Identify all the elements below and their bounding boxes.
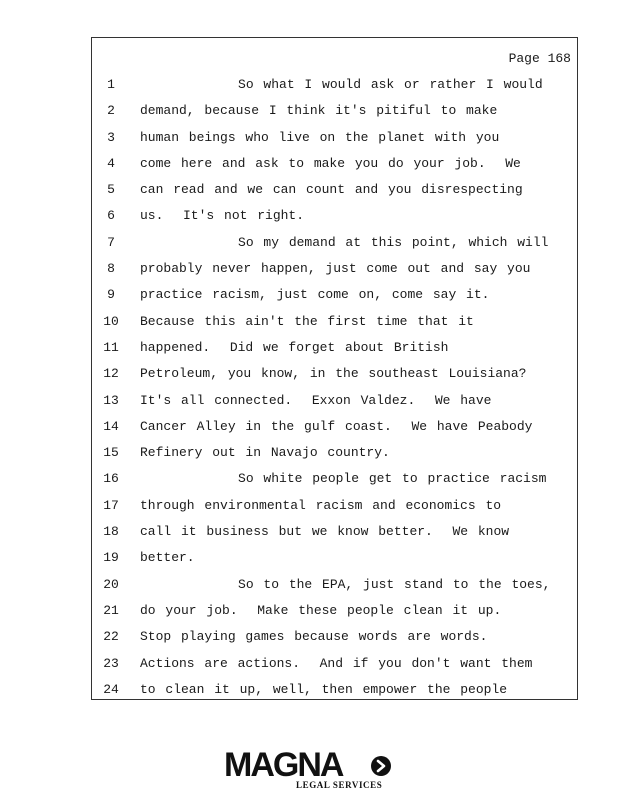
- transcript-line: [92, 572, 577, 598]
- line-number: 11: [103, 339, 119, 355]
- transcript-line: [92, 414, 577, 440]
- line-text: Stop playing games because words are words.: [140, 629, 488, 645]
- line-text: So to the EPA, just stand to the toes,: [140, 576, 551, 592]
- line-number: 23: [103, 655, 119, 671]
- transcript-line: [92, 125, 577, 151]
- transcript-line: [92, 230, 577, 256]
- arrow-circle-icon: [370, 755, 392, 777]
- line-text: It's all connected. Exxon Valdez. We have: [140, 392, 492, 408]
- transcript-line: [92, 388, 577, 414]
- line-text: So my demand at this point, which will: [140, 234, 549, 250]
- transcript-line: [92, 309, 577, 335]
- transcript-line: [92, 151, 577, 177]
- line-text: to clean it up, well, then empower the people: [140, 681, 508, 697]
- line-text: probably never happen, just come out and say you: [140, 261, 531, 277]
- line-number: 5: [107, 182, 115, 198]
- line-number: 20: [103, 576, 119, 592]
- transcript-line: [92, 282, 577, 308]
- line-text: call it business but we know better. We know: [140, 524, 510, 540]
- line-number: 24: [103, 681, 119, 697]
- line-text: us. It's not right.: [140, 208, 305, 224]
- line-text: So white people get to practice racism: [140, 471, 547, 487]
- line-number: 7: [107, 234, 115, 250]
- line-text: Refinery out in Navajo country.: [140, 445, 390, 461]
- line-text: Actions are actions. And if you don't want them: [140, 655, 533, 671]
- line-number: 1: [107, 77, 115, 92]
- transcript-line: [92, 335, 577, 361]
- transcript-line: [92, 624, 577, 650]
- transcript-line: [92, 203, 577, 229]
- transcript-page: [91, 37, 578, 700]
- line-number: 3: [107, 129, 115, 145]
- line-text: practice racism, just come on, come say it.: [140, 287, 490, 303]
- transcript-line: [92, 677, 577, 703]
- line-number: 2: [107, 103, 115, 119]
- page-number: Page 168: [508, 51, 571, 66]
- line-number: 6: [107, 208, 115, 224]
- line-number: 18: [103, 524, 119, 540]
- line-number: 19: [103, 550, 119, 566]
- transcript-line: [92, 72, 577, 98]
- line-text: demand, because I think it's pitiful to make: [140, 103, 498, 119]
- magna-logo: [224, 748, 396, 793]
- line-text: better.: [140, 550, 195, 566]
- transcript-line: [92, 177, 577, 203]
- logo-wordmark: MAGNA: [224, 746, 343, 784]
- line-number: 16: [103, 471, 119, 487]
- line-number: 8: [107, 261, 115, 277]
- line-number: 22: [103, 629, 119, 645]
- line-number: 14: [103, 418, 119, 434]
- line-text: come here and ask to make you do your job. We: [140, 155, 521, 171]
- line-number: 12: [103, 366, 119, 382]
- line-text: human beings who live on the planet with you: [140, 129, 500, 145]
- line-text: through environmental racism and economics to: [140, 497, 502, 513]
- transcript-line: [92, 361, 577, 387]
- transcript-line: [92, 519, 577, 545]
- line-number: 21: [103, 602, 119, 618]
- line-number: 10: [103, 313, 119, 329]
- line-text: Petroleum, you know, in the southeast Louisiana?: [140, 366, 527, 382]
- line-text: do your job. Make these people clean it up.: [140, 602, 502, 618]
- transcript-line: [92, 440, 577, 466]
- line-text: Because this ain't the first time that it: [140, 313, 474, 329]
- transcript-line: [92, 256, 577, 282]
- line-number: 13: [103, 392, 119, 408]
- transcript-line: [92, 545, 577, 571]
- line-text: happened. Did we forget about British: [140, 339, 449, 355]
- line-text: can read and we can count and you disrespecting: [140, 182, 523, 198]
- transcript-line: [92, 98, 577, 124]
- line-number: 15: [103, 445, 119, 461]
- line-number: 17: [103, 497, 119, 513]
- line-text: So what I would ask or rather I would: [140, 77, 543, 92]
- line-number: 9: [107, 287, 115, 303]
- transcript-line: [92, 493, 577, 519]
- transcript-line: [92, 598, 577, 624]
- line-text: Cancer Alley in the gulf coast. We have Peabody: [140, 418, 533, 434]
- transcript-lines: [92, 72, 577, 703]
- line-number: 4: [107, 155, 115, 171]
- logo-subtitle: LEGAL SERVICES: [296, 780, 383, 790]
- transcript-line: [92, 466, 577, 492]
- transcript-line: [92, 651, 577, 677]
